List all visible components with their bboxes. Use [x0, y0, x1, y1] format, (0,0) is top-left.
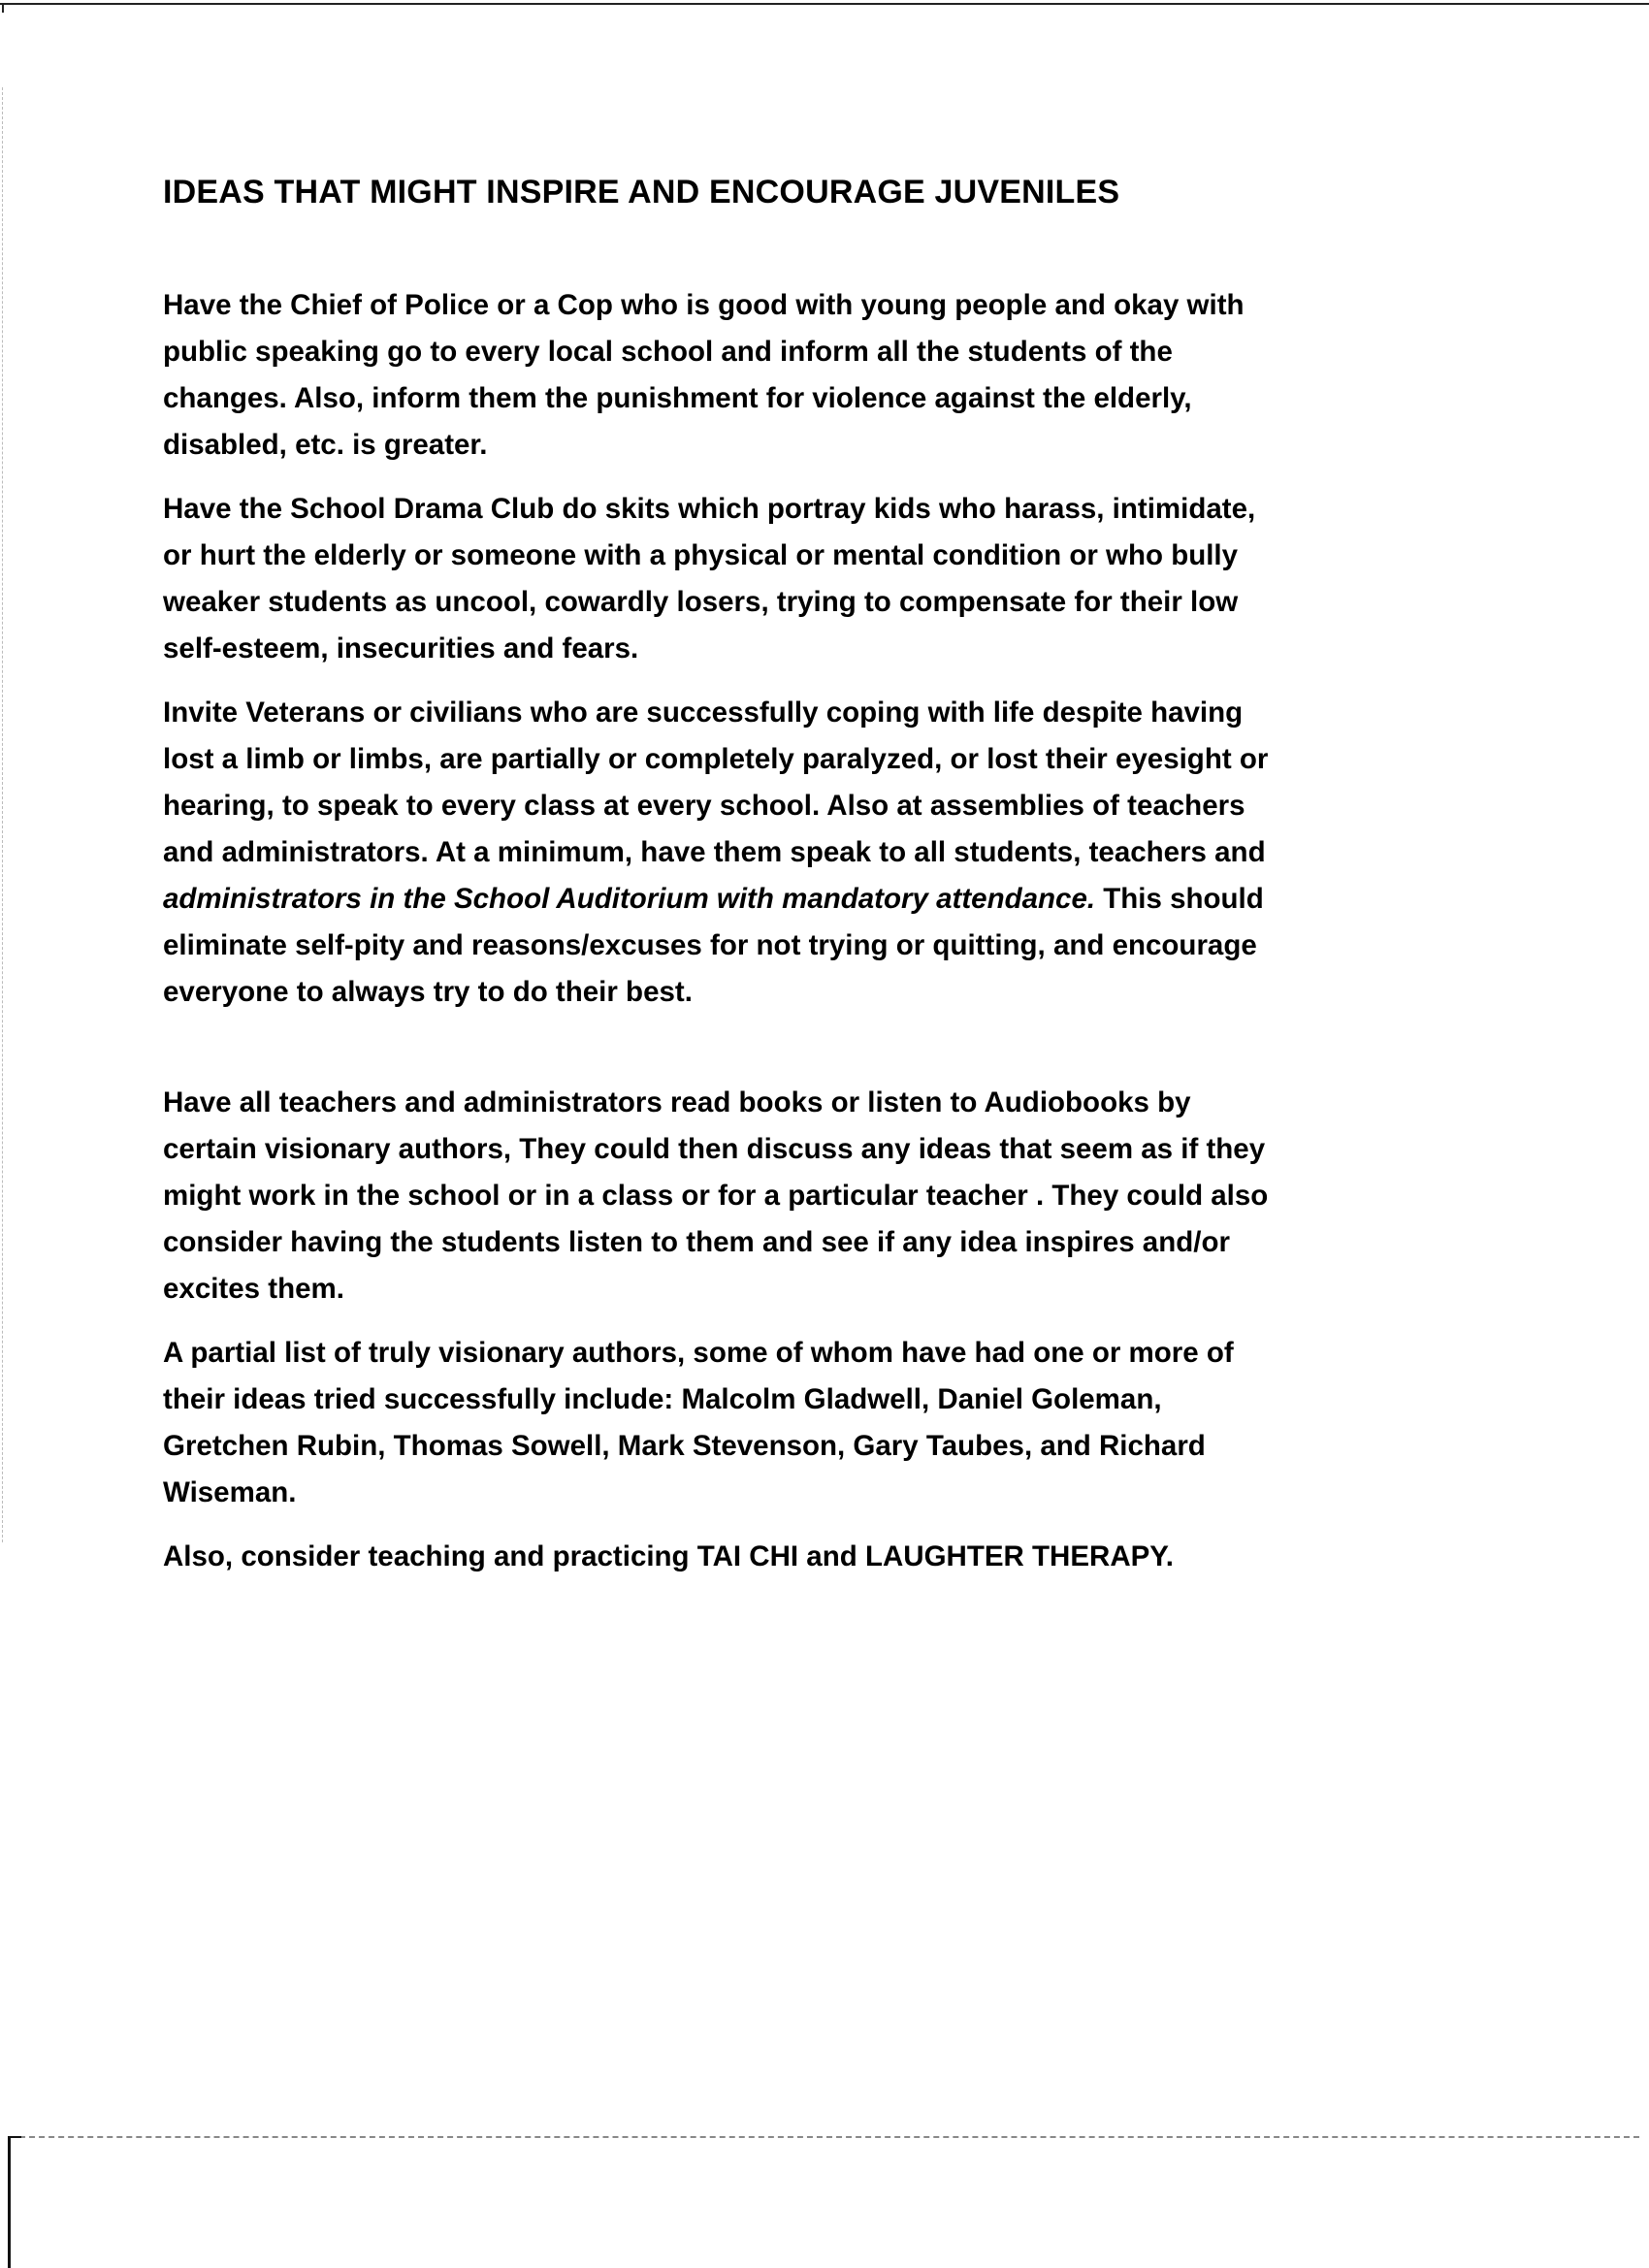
paragraph-drama-club: Have the School Drama Club do skits which portray kids who harass, intimidate, or hurt the elderly or someone with a physical or mental condition or who bully weaker students as uncool, cowardly losers, trying to compensate for their low self-esteem, insecurities and fears.: [163, 493, 1256, 664]
scan-border-bottom: [10, 2136, 1639, 2138]
paragraph-veterans: [163, 690, 1540, 1016]
document-page: [163, 173, 1540, 1598]
paragraph-audiobooks: Have all teachers and administrators read books or listen to Audiobooks by certain visionary authors, They could then discuss any ideas that seem as if they might work in the school or in a class or for a particular teacher . They could also consider having the students listen to them and see if any idea inspires and/or excites them.: [163, 1086, 1269, 1305]
scan-border-top: [0, 3, 1649, 5]
paragraph-veterans-italic: administrators in the School Auditorium with mandatory attendance.: [163, 883, 1096, 915]
scan-corner-bottom-left: [8, 2136, 11, 2268]
paragraph-veterans-start: Invite Veterans or civilians who are successfully coping with life despite having lost a limb or limbs, are partially or completely paralyzed, or lost their eyesight or hearing, to speak to every class at every school. Also at assemblies of teachers and administrators. At a minimum, have them speak to all students, teachers and: [163, 697, 1269, 868]
document-title: IDEAS THAT MIGHT INSPIRE AND ENCOURAGE JUVENILES: [163, 174, 1120, 211]
scan-border-left: [2, 87, 3, 1542]
paragraph-veterans-end: This should eliminate self-pity and reasons/excuses for not trying or quitting, and encourage everyone to always try to do their best.: [163, 883, 1264, 1008]
paragraph-police-visit: Have the Chief of Police or a Cop who is good with young people and okay with public speaking go to every local school and inform all the students of the changes. Also, inform them the punishment for violence against the elderly, disabled, etc. is greater.: [163, 289, 1245, 461]
paragraph-visionary-authors: A partial list of truly visionary authors, some of whom have had one or more of their ideas tried successfully include: Malcolm Gladwell, Daniel Goleman, Gretchen Rubin, Thomas Sowell, Mark Stevenson, Gary Taubes, and Richard Wiseman.: [163, 1337, 1234, 1508]
scan-corner-bottom-left-tick: [8, 2136, 21, 2138]
scan-corner-top-left: [2, 3, 4, 13]
paragraph-tai-chi: Also, consider teaching and practicing TAI CHI and LAUGHTER THERAPY.: [163, 1540, 1174, 1572]
